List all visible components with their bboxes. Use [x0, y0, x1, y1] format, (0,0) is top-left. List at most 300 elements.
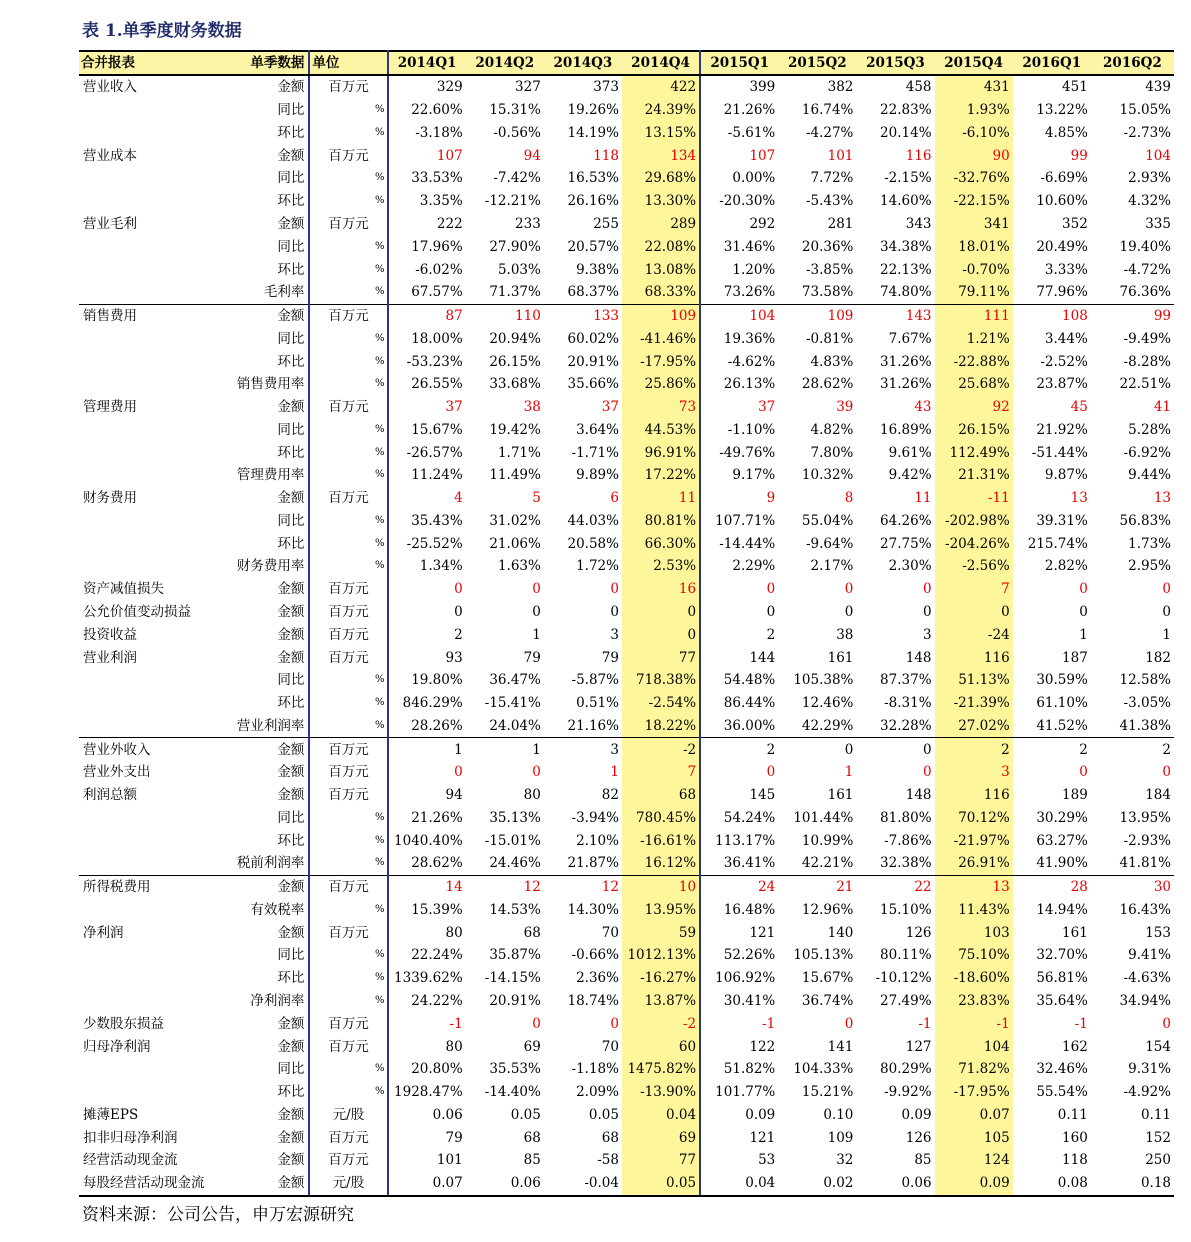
- value-cell: 80.29%: [880, 1061, 932, 1078]
- row-unit: %: [309, 852, 387, 875]
- value-cell: -32.76%: [935, 167, 1013, 190]
- row-name: [79, 532, 229, 555]
- value-cell: -4.27%: [805, 124, 854, 141]
- value-cell: -4.72%: [1123, 261, 1171, 278]
- financial-table: [79, 50, 1174, 1197]
- row-name: 净利润: [83, 924, 124, 941]
- value-cell: 14.19%: [567, 124, 619, 141]
- value-cell: 0.51%: [576, 695, 619, 712]
- value-cell: 9.87%: [1044, 467, 1088, 484]
- value-cell: 16.12%: [622, 852, 700, 875]
- value-cell: 718.38%: [622, 669, 700, 692]
- row-unit: %: [309, 258, 387, 281]
- value-cell: 1: [1079, 626, 1088, 643]
- row-metric: 同比: [229, 99, 309, 122]
- value-cell: -6.69%: [1040, 170, 1088, 187]
- table-row: [79, 829, 1174, 852]
- value-cell: 0.18: [1091, 1172, 1174, 1196]
- value-cell: 109: [778, 304, 856, 327]
- row-name: 营业利润: [83, 649, 137, 666]
- value-cell: 17.96%: [411, 238, 463, 255]
- value-cell: 27.02%: [935, 714, 1013, 737]
- value-cell: 382: [827, 79, 854, 96]
- header-period: 2016Q1: [1013, 51, 1091, 75]
- header-period: 2014Q1: [388, 51, 466, 75]
- value-cell: 51.13%: [935, 669, 1013, 692]
- value-cell: 0.00%: [732, 170, 776, 187]
- row-unit: %: [309, 418, 387, 441]
- value-cell: 7.72%: [810, 170, 854, 187]
- value-cell: 26.91%: [935, 852, 1013, 875]
- value-cell: 32.28%: [880, 717, 932, 734]
- value-cell: -0.56%: [493, 124, 541, 141]
- value-cell: 1: [1162, 626, 1171, 643]
- value-cell: 23.87%: [1036, 376, 1088, 393]
- value-cell: 24.22%: [411, 993, 463, 1009]
- value-cell: 87: [388, 304, 466, 327]
- value-cell: -58: [597, 1152, 619, 1169]
- value-cell: 12.96%: [801, 901, 854, 918]
- value-cell: 2.29%: [732, 558, 776, 575]
- value-cell: 15.39%: [411, 901, 463, 918]
- value-cell: 69: [622, 1126, 700, 1149]
- row-metric: 金额: [229, 1149, 309, 1172]
- value-cell: 36.74%: [801, 993, 854, 1009]
- value-cell: 6: [610, 490, 619, 507]
- value-cell: 451: [1062, 79, 1088, 96]
- value-cell: 0: [454, 581, 463, 598]
- value-cell: -21.39%: [935, 692, 1013, 715]
- row-unit: %: [309, 122, 387, 145]
- value-cell: -16.27%: [622, 967, 700, 990]
- value-cell: 0: [622, 601, 700, 624]
- row-metric: 同比: [229, 327, 309, 350]
- row-unit: 百万元: [309, 396, 387, 419]
- value-cell: 4: [454, 490, 463, 507]
- value-cell: 96.91%: [622, 441, 700, 464]
- value-cell: 153: [1145, 924, 1171, 941]
- value-cell: 94: [523, 147, 541, 164]
- value-cell: 39: [836, 399, 854, 416]
- row-metric: 净利润率: [229, 990, 309, 1013]
- value-cell: 10: [622, 875, 700, 898]
- value-cell: 109: [622, 304, 700, 327]
- value-cell: -17.95%: [622, 350, 700, 373]
- value-cell: 0.09: [901, 1106, 932, 1123]
- row-metric: 金额: [229, 646, 309, 669]
- row-unit: 元/股: [309, 1103, 387, 1126]
- value-cell: 12: [466, 875, 544, 898]
- header-period: 2014Q4: [622, 51, 700, 75]
- header-period: 2015Q3: [856, 51, 934, 75]
- value-cell: 16.74%: [801, 102, 854, 119]
- value-cell: 104.33%: [793, 1061, 854, 1078]
- row-unit: %: [309, 235, 387, 258]
- row-metric: 金额: [229, 1126, 309, 1149]
- table-row: [79, 99, 1174, 122]
- row-name: 财务费用: [83, 490, 137, 507]
- value-cell: 2.82%: [1044, 558, 1088, 575]
- value-cell: 44.53%: [622, 418, 700, 441]
- value-cell: 10.99%: [801, 832, 854, 849]
- value-cell: 1339.62%: [394, 970, 463, 987]
- value-cell: 14: [388, 875, 466, 898]
- row-name: [79, 99, 229, 122]
- value-cell: 41: [1153, 399, 1171, 416]
- value-cell: 0.11: [1057, 1106, 1088, 1123]
- value-cell: 21.31%: [935, 464, 1013, 487]
- value-cell: 66.30%: [622, 532, 700, 555]
- row-name: [79, 350, 229, 373]
- table-row: [79, 350, 1174, 373]
- value-cell: -9.49%: [1123, 330, 1171, 347]
- row-metric: 金额: [229, 738, 309, 761]
- row-name: 资产减值损失: [83, 581, 164, 598]
- value-cell: 292: [749, 215, 776, 232]
- row-metric: 环比: [229, 532, 309, 555]
- value-cell: 10.32%: [801, 467, 854, 484]
- row-name: [79, 281, 229, 304]
- value-cell: 0.04: [622, 1103, 700, 1126]
- value-cell: 35.64%: [1036, 993, 1088, 1009]
- row-name: [79, 441, 229, 464]
- value-cell: -4.63%: [1123, 970, 1171, 987]
- value-cell: 0: [935, 601, 1013, 624]
- value-cell: 80: [445, 924, 463, 941]
- row-name: [79, 327, 229, 350]
- value-cell: 11: [914, 490, 932, 507]
- value-cell: 70: [601, 1038, 619, 1055]
- value-cell: 20.14%: [880, 124, 932, 141]
- value-cell: 5.03%: [497, 261, 541, 278]
- value-cell: 121: [749, 924, 776, 941]
- row-unit: 百万元: [309, 623, 387, 646]
- row-unit: %: [309, 281, 387, 304]
- value-cell: 0: [844, 1015, 854, 1032]
- value-cell: 215.74%: [1027, 535, 1088, 552]
- value-cell: 2.53%: [622, 555, 700, 578]
- row-name: [79, 714, 229, 737]
- value-cell: 54.24%: [723, 809, 776, 826]
- value-cell: 101.77%: [715, 1084, 776, 1101]
- value-cell: 373: [593, 79, 619, 96]
- value-cell: 1.73%: [1128, 535, 1171, 552]
- header-period: 2014Q3: [544, 51, 622, 75]
- table-row: [79, 852, 1174, 875]
- table-row: [79, 899, 1174, 922]
- value-cell: 1475.82%: [622, 1058, 700, 1081]
- value-cell: -202.98%: [935, 510, 1013, 533]
- row-unit: 百万元: [309, 487, 387, 510]
- table-row: [79, 235, 1174, 258]
- value-cell: -0.81%: [805, 330, 854, 347]
- value-cell: 2.17%: [810, 558, 854, 575]
- header-period: 2015Q1: [700, 51, 778, 75]
- value-cell: 2: [700, 738, 778, 761]
- table-row: [79, 167, 1174, 190]
- row-unit: 百万元: [309, 601, 387, 624]
- value-cell: 24.46%: [489, 855, 541, 872]
- value-cell: 55.54%: [1036, 1084, 1088, 1101]
- row-metric: 金额: [229, 784, 309, 807]
- value-cell: 0.11: [1140, 1106, 1171, 1123]
- value-cell: 162: [1062, 1038, 1088, 1055]
- value-cell: 67.57%: [411, 284, 463, 301]
- value-cell: 7.80%: [810, 444, 854, 461]
- value-cell: 63.27%: [1036, 832, 1088, 849]
- row-unit: %: [309, 510, 387, 533]
- value-cell: 431: [935, 75, 1013, 99]
- value-cell: 36.00%: [723, 717, 776, 734]
- table-row: [79, 990, 1174, 1013]
- value-cell: -11: [935, 487, 1013, 510]
- row-metric: 同比: [229, 167, 309, 190]
- value-cell: 0: [1079, 581, 1088, 598]
- value-cell: 184: [1145, 787, 1171, 804]
- value-cell: 13.22%: [1036, 102, 1088, 119]
- value-cell: 122: [749, 1038, 776, 1055]
- value-cell: 68: [523, 1129, 541, 1146]
- value-cell: 54.48%: [723, 672, 776, 689]
- value-cell: 77: [622, 1149, 700, 1172]
- value-cell: 16.89%: [880, 421, 932, 438]
- value-cell: 222: [436, 215, 463, 232]
- value-cell: -17.95%: [935, 1081, 1013, 1104]
- value-cell: 79: [523, 649, 541, 666]
- row-unit: %: [309, 555, 387, 578]
- value-cell: 35.13%: [489, 809, 541, 826]
- value-cell: 116: [905, 147, 932, 164]
- value-cell: -1: [449, 1015, 463, 1032]
- value-cell: 105.38%: [793, 672, 854, 689]
- row-metric: 金额: [229, 1172, 309, 1196]
- value-cell: 11.24%: [411, 467, 463, 484]
- row-unit: %: [309, 327, 387, 350]
- value-cell: 116: [935, 784, 1013, 807]
- value-cell: 0: [532, 581, 541, 598]
- value-cell: 281: [827, 215, 854, 232]
- row-metric: 环比: [229, 350, 309, 373]
- row-unit: 百万元: [309, 1035, 387, 1058]
- value-cell: 5.28%: [1128, 421, 1171, 438]
- value-cell: 68.37%: [567, 284, 619, 301]
- row-name: [79, 464, 229, 487]
- value-cell: -2.54%: [622, 692, 700, 715]
- value-cell: 24: [700, 875, 778, 898]
- row-name: [79, 555, 229, 578]
- value-cell: -2: [622, 1012, 700, 1035]
- table-row: [79, 418, 1174, 441]
- value-cell: -4.62%: [727, 353, 776, 370]
- value-cell: 0.07: [388, 1172, 466, 1196]
- value-cell: 14.30%: [567, 901, 619, 918]
- table-row: [79, 1058, 1174, 1081]
- value-cell: 9.17%: [732, 467, 776, 484]
- value-cell: 116: [935, 646, 1013, 669]
- row-name: [79, 807, 229, 830]
- value-cell: 80: [523, 787, 541, 804]
- value-cell: 335: [1145, 215, 1171, 232]
- value-cell: 52.26%: [723, 947, 776, 964]
- value-cell: 20.36%: [801, 238, 854, 255]
- value-cell: 20.91%: [489, 993, 541, 1009]
- value-cell: 30: [1091, 875, 1174, 898]
- row-unit: 百万元: [309, 144, 387, 167]
- value-cell: 118: [593, 147, 619, 164]
- value-cell: 79: [601, 649, 619, 666]
- value-cell: -3.85%: [805, 261, 854, 278]
- table-row: [79, 807, 1174, 830]
- value-cell: 289: [622, 213, 700, 236]
- value-cell: -5.43%: [805, 193, 854, 210]
- row-unit: %: [309, 944, 387, 967]
- row-name: 所得税费用: [79, 875, 229, 898]
- value-cell: -14.44%: [719, 535, 776, 552]
- value-cell: -2.15%: [884, 170, 932, 187]
- value-cell: 15.67%: [411, 421, 463, 438]
- value-cell: 2.30%: [888, 558, 932, 575]
- table-row: [79, 258, 1174, 281]
- value-cell: 1: [466, 738, 544, 761]
- row-metric: 税前利润率: [229, 852, 309, 875]
- value-cell: 60: [622, 1035, 700, 1058]
- value-cell: -3.18%: [415, 124, 463, 141]
- value-cell: 41.90%: [1036, 855, 1088, 872]
- value-cell: 3: [922, 626, 932, 643]
- value-cell: 104: [1145, 147, 1171, 164]
- value-cell: 0: [922, 581, 932, 598]
- value-cell: 2: [1091, 738, 1174, 761]
- value-cell: 22: [856, 875, 934, 898]
- value-cell: 0: [610, 1015, 619, 1032]
- table-row: [79, 532, 1174, 555]
- table-row: [79, 601, 1174, 624]
- value-cell: 9.31%: [1128, 1061, 1171, 1078]
- value-cell: -24: [935, 623, 1013, 646]
- row-unit: %: [309, 1081, 387, 1104]
- value-cell: 22.60%: [411, 102, 463, 119]
- row-name: [79, 1058, 229, 1081]
- row-metric: 营业利润率: [229, 714, 309, 737]
- row-metric: 金额: [229, 213, 309, 236]
- value-cell: 19.80%: [411, 672, 463, 689]
- row-unit: %: [309, 967, 387, 990]
- row-name: 归母净利润: [83, 1038, 151, 1055]
- row-name: [79, 122, 229, 145]
- value-cell: 15.05%: [1119, 102, 1171, 119]
- value-cell: 93: [445, 649, 463, 666]
- value-cell: 68: [622, 784, 700, 807]
- row-name: 管理费用: [83, 399, 137, 416]
- row-metric: 财务费用率: [229, 555, 309, 578]
- row-unit: %: [309, 532, 387, 555]
- table-row: [79, 464, 1174, 487]
- row-name: 每股经营活动现金流: [79, 1172, 229, 1196]
- value-cell: -16.61%: [622, 829, 700, 852]
- value-cell: 0.08: [1013, 1172, 1091, 1196]
- value-cell: 22.51%: [1119, 376, 1171, 393]
- value-cell: 0: [922, 764, 932, 781]
- value-cell: 74.80%: [880, 284, 932, 301]
- value-cell: 141: [827, 1038, 854, 1055]
- table-row: [79, 327, 1174, 350]
- row-metric: 金额: [229, 623, 309, 646]
- value-cell: 26.13%: [723, 376, 776, 393]
- value-cell: 13.95%: [622, 899, 700, 922]
- row-name: [79, 258, 229, 281]
- value-cell: 64.26%: [880, 512, 932, 529]
- value-cell: -22.15%: [935, 190, 1013, 213]
- value-cell: 106.92%: [715, 970, 776, 987]
- row-name: [79, 967, 229, 990]
- value-cell: 439: [1145, 79, 1171, 96]
- value-cell: 12: [544, 875, 622, 898]
- value-cell: 82: [601, 787, 619, 804]
- value-cell: 121: [749, 1129, 776, 1146]
- value-cell: 20.57%: [567, 238, 619, 255]
- row-metric: 同比: [229, 235, 309, 258]
- value-cell: 99: [1070, 147, 1088, 164]
- value-cell: 35.66%: [567, 376, 619, 393]
- value-cell: 13.08%: [622, 258, 700, 281]
- row-unit: %: [309, 692, 387, 715]
- table-row: [79, 441, 1174, 464]
- value-cell: 9.61%: [888, 444, 932, 461]
- header-col2: 单季数据: [229, 51, 309, 75]
- value-cell: -20.30%: [719, 193, 776, 210]
- value-cell: 73.26%: [723, 284, 776, 301]
- row-unit: 百万元: [309, 1012, 387, 1035]
- value-cell: 31.02%: [489, 512, 541, 529]
- value-cell: 0: [532, 1015, 541, 1032]
- value-cell: 2.36%: [576, 970, 619, 987]
- value-cell: 25.86%: [622, 373, 700, 396]
- value-cell: 19.36%: [723, 330, 776, 347]
- value-cell: 20.80%: [411, 1061, 463, 1078]
- value-cell: 11: [622, 487, 700, 510]
- table-row: [79, 190, 1174, 213]
- value-cell: 0: [844, 603, 854, 620]
- value-cell: 29.68%: [622, 167, 700, 190]
- value-cell: 0.09: [935, 1172, 1013, 1196]
- table-row: [79, 487, 1174, 510]
- value-cell: 12.46%: [801, 695, 854, 712]
- value-cell: 30.29%: [1036, 809, 1088, 826]
- value-cell: -3.05%: [1123, 695, 1171, 712]
- value-cell: 90: [935, 144, 1013, 167]
- row-unit: %: [309, 990, 387, 1013]
- table-row: [79, 944, 1174, 967]
- value-cell: 31.46%: [723, 238, 776, 255]
- value-cell: 7.67%: [888, 330, 932, 347]
- value-cell: 26.16%: [567, 193, 619, 210]
- value-cell: 7: [935, 578, 1013, 601]
- row-unit: 百万元: [309, 921, 387, 944]
- row-name: 营业毛利: [83, 215, 137, 232]
- row-name: 营业外收入: [79, 738, 229, 761]
- row-metric: 金额: [229, 75, 309, 99]
- value-cell: 145: [749, 787, 776, 804]
- table-row: [79, 921, 1174, 944]
- row-name: [79, 669, 229, 692]
- value-cell: -1: [918, 1015, 932, 1032]
- row-name: 公允价值变动损益: [83, 603, 191, 620]
- header-col1: 合并报表: [79, 51, 229, 75]
- value-cell: 19.26%: [567, 102, 619, 119]
- value-cell: 0: [766, 603, 776, 620]
- value-cell: 37: [445, 399, 463, 416]
- value-cell: 32: [836, 1152, 854, 1169]
